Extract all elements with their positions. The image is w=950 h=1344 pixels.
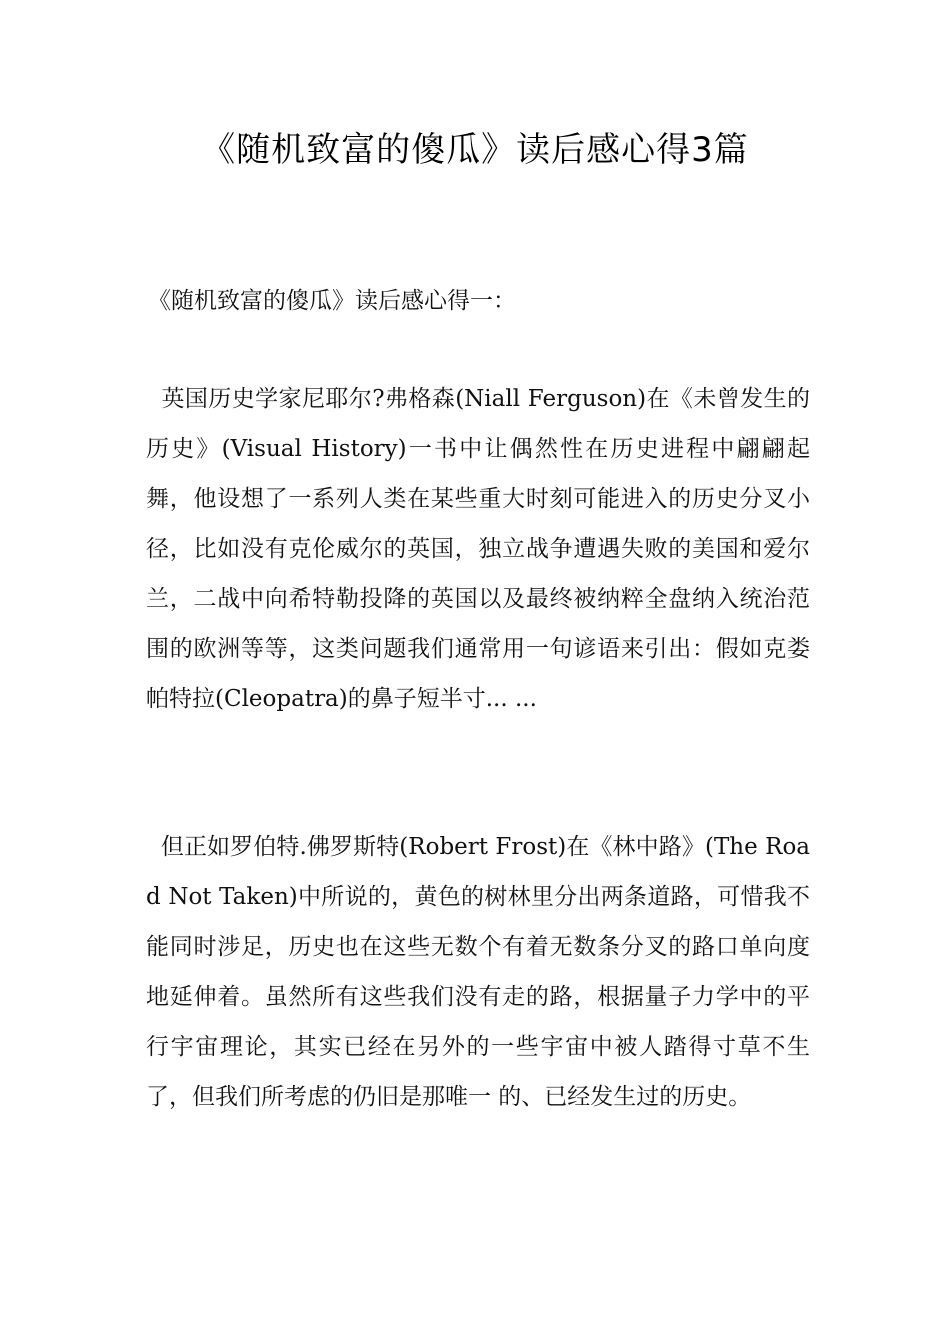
paragraph-1: 英国历史学家尼耶尔?弗格森(Niall Ferguson)在《未曾发生的历史》(Visual History)一书中让偶然性在历史进程中翩翩起舞，他设想了一系列人类在某些重大时刻可能进入的历史分叉小径，比如没有克伦威尔的英国，独立战争遭遇失败的美国和爱尔兰，二战中向希特勒投降的英国以及最终被纳粹全盘纳入统治范围的欧洲等等，这类问题我们通常用一句谚语来引出：假如克娄帕特拉(Cleopatra)的鼻子短半寸... ...	[146, 386, 810, 712]
document-title: 《随机致富的傻瓜》读后感心得3篇	[201, 130, 749, 170]
section-heading: 《随机致富的傻瓜》读后感心得一：	[148, 288, 516, 314]
paragraph-2: 但正如罗伯特.佛罗斯特(Robert Frost)在《林中路》(The Road Not Taken)中所说的，黄色的树林里分出两条道路，可惜我不能同时涉足，历史也在这些无数个有着无数条分叉的路口单向度地延伸着。虽然所有这些我们没有走的路，根据量子力学中的平行宇宙理论，其实已经在另外的一些宇宙中被人踏得寸草不生了，但我们所考虑的仍旧是那唯一 的、已经发生过的历史。	[146, 834, 811, 1110]
